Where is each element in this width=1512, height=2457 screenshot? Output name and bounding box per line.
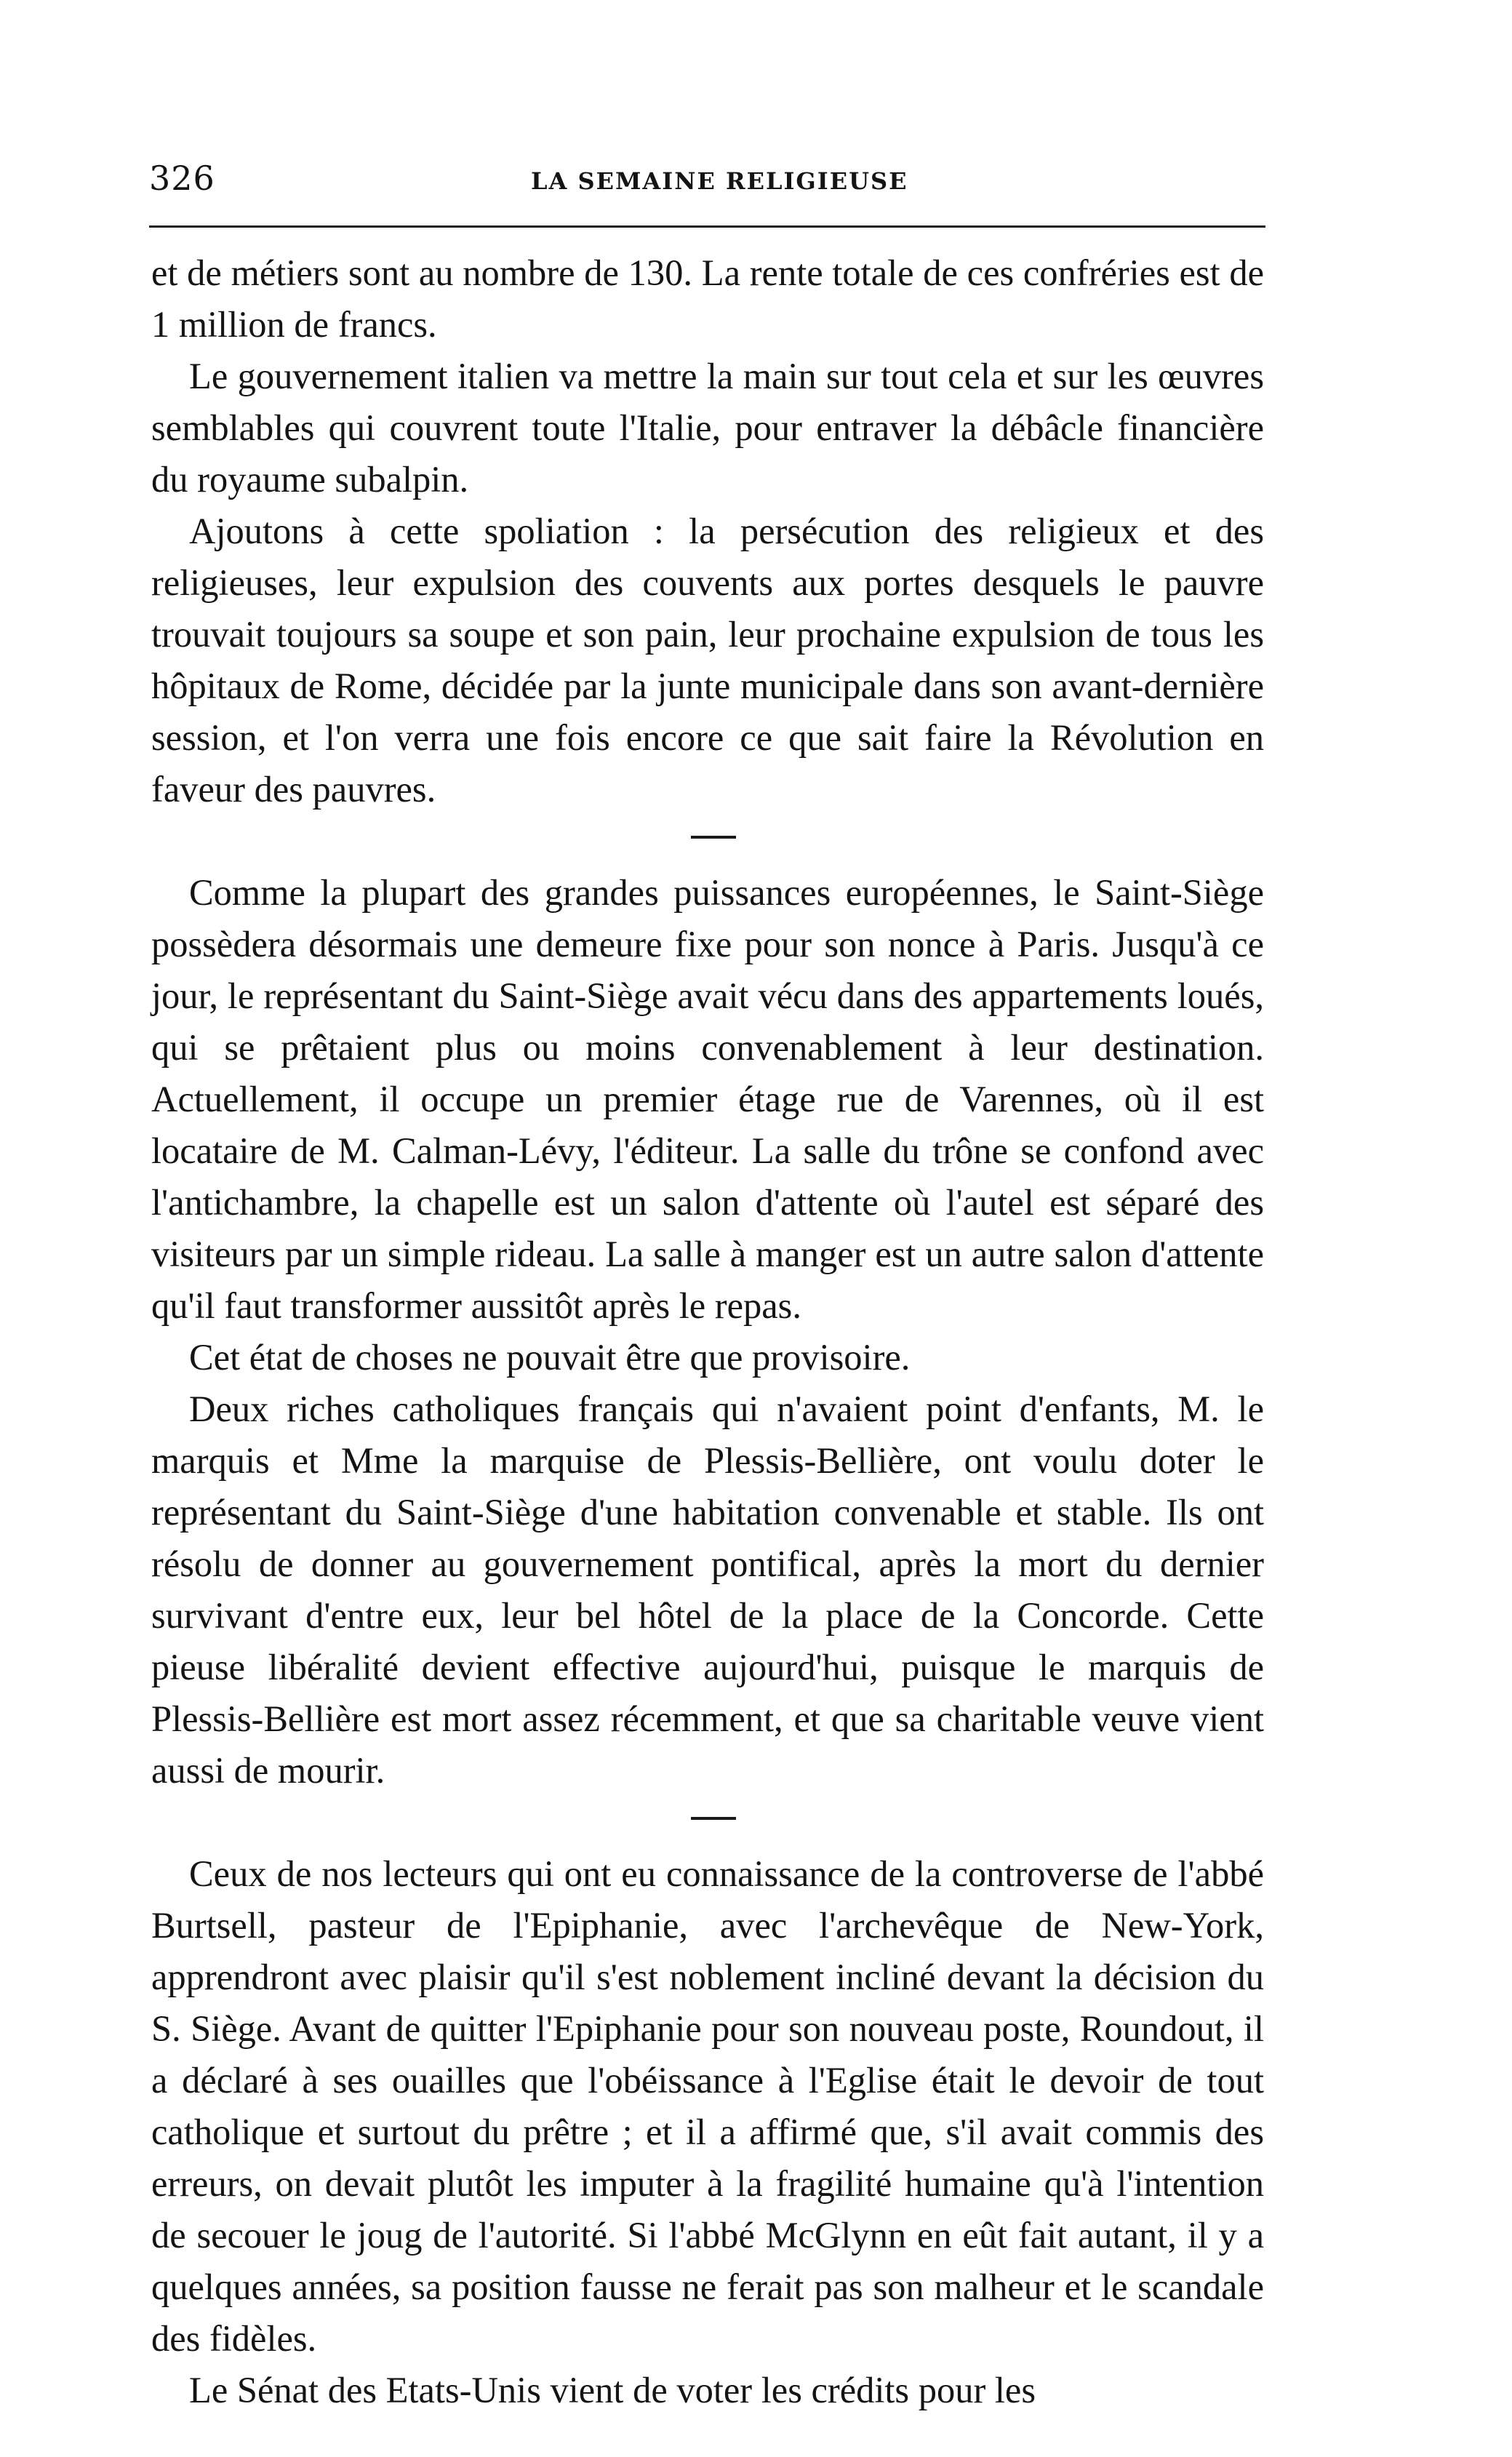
section-separator bbox=[151, 815, 1264, 867]
paragraph: Ajoutons à cette spoliation : la persécution des religieux et des religieuses, leur expulsion des couvents aux portes desquels le pauvre trouvait toujours sa soupe et son pain, leur prochaine expulsion de tous les hôpitaux de Rome, décidée par la junte municipale dans son avant-dernière session, et l'on verra une fois encore ce que sait faire la Révolution en faveur des pauvres. bbox=[151, 511, 1264, 810]
paragraph: et de métiers sont au nombre de 130. La rente totale de ces confréries est de 1 million de francs. bbox=[151, 252, 1264, 345]
article-body bbox=[151, 247, 1264, 2416]
page-header bbox=[149, 159, 1313, 209]
paragraph: Le gouvernement italien va mettre la main sur tout cela et sur les œuvres semblables qui couvrent toute l'Italie, pour entraver la débâcle financière du royaume subalpin. bbox=[151, 356, 1264, 500]
header-rule bbox=[149, 225, 1265, 228]
paragraph: Le Sénat des Etats-Unis vient de voter les crédits pour les bbox=[189, 2370, 1036, 2410]
section-separator bbox=[151, 1797, 1264, 1848]
paragraph: Cet état de choses ne pouvait être que provisoire. bbox=[189, 1337, 911, 1378]
running-title: LA SEMAINE RELIGIEUSE bbox=[531, 167, 908, 195]
paragraph: Comme la plupart des grandes puissances européennes, le Saint-Siège possèdera désormais une demeure fixe pour son nonce à Paris. Jusqu'à ce jour, le représentant du Saint-Siège avait vécu dans des appartements loués, qui se prêtaient plus ou moins convenablement à leur destination. Actuellement, il occupe un premier étage rue de Varennes, où il est locataire de M. Calman-Lévy, l'éditeur. La salle du trône se confond avec l'antichambre, la chapelle est un salon d'attente où l'autel est séparé des visiteurs par un simple rideau. La salle à manger est un autre salon d'attente qu'il faut transformer aussitôt après le repas. bbox=[151, 872, 1264, 1326]
paragraph: Ceux de nos lecteurs qui ont eu connaissance de la controverse de l'abbé Burtsell, pasteur de l'Epiphanie, avec l'archevêque de New-York, apprendront avec plaisir qu'il s'est noblement incliné devant la décision du S. Siège. Avant de quitter l'Epiphanie pour son nouveau poste, Roundout, il a déclaré à ses ouailles que l'obéissance à l'Eglise était le devoir de tout catholique et surtout du prêtre ; et il a affirmé que, s'il avait commis des erreurs, on devait plutôt les imputer à la fragilité humaine qu'à l'intention de secouer le joug de l'autorité. Si l'abbé McGlynn en eût fait autant, il y a quelques années, sa position fausse ne ferait pas son malheur et le scandale des fidèles. bbox=[151, 1853, 1264, 2359]
separator-dash bbox=[691, 1817, 736, 1820]
separator-dash bbox=[691, 836, 736, 839]
page-number: 326 bbox=[149, 159, 215, 198]
paragraph: Deux riches catholiques français qui n'avaient point d'enfants, M. le marquis et Mme la marquise de Plessis-Bellière, ont voulu doter le représentant du Saint-Siège d'une habitation convenable et stable. Ils ont résolu de donner au gouvernement pontifical, après la mort du dernier survivant d'entre eux, leur bel hôtel de la place de la Concorde. Cette pieuse libéralité devient effective aujourd'hui, puisque le marquis de Plessis-Bellière est mort assez récemment, et que sa charitable veuve vient aussi de mourir. bbox=[151, 1389, 1264, 1791]
